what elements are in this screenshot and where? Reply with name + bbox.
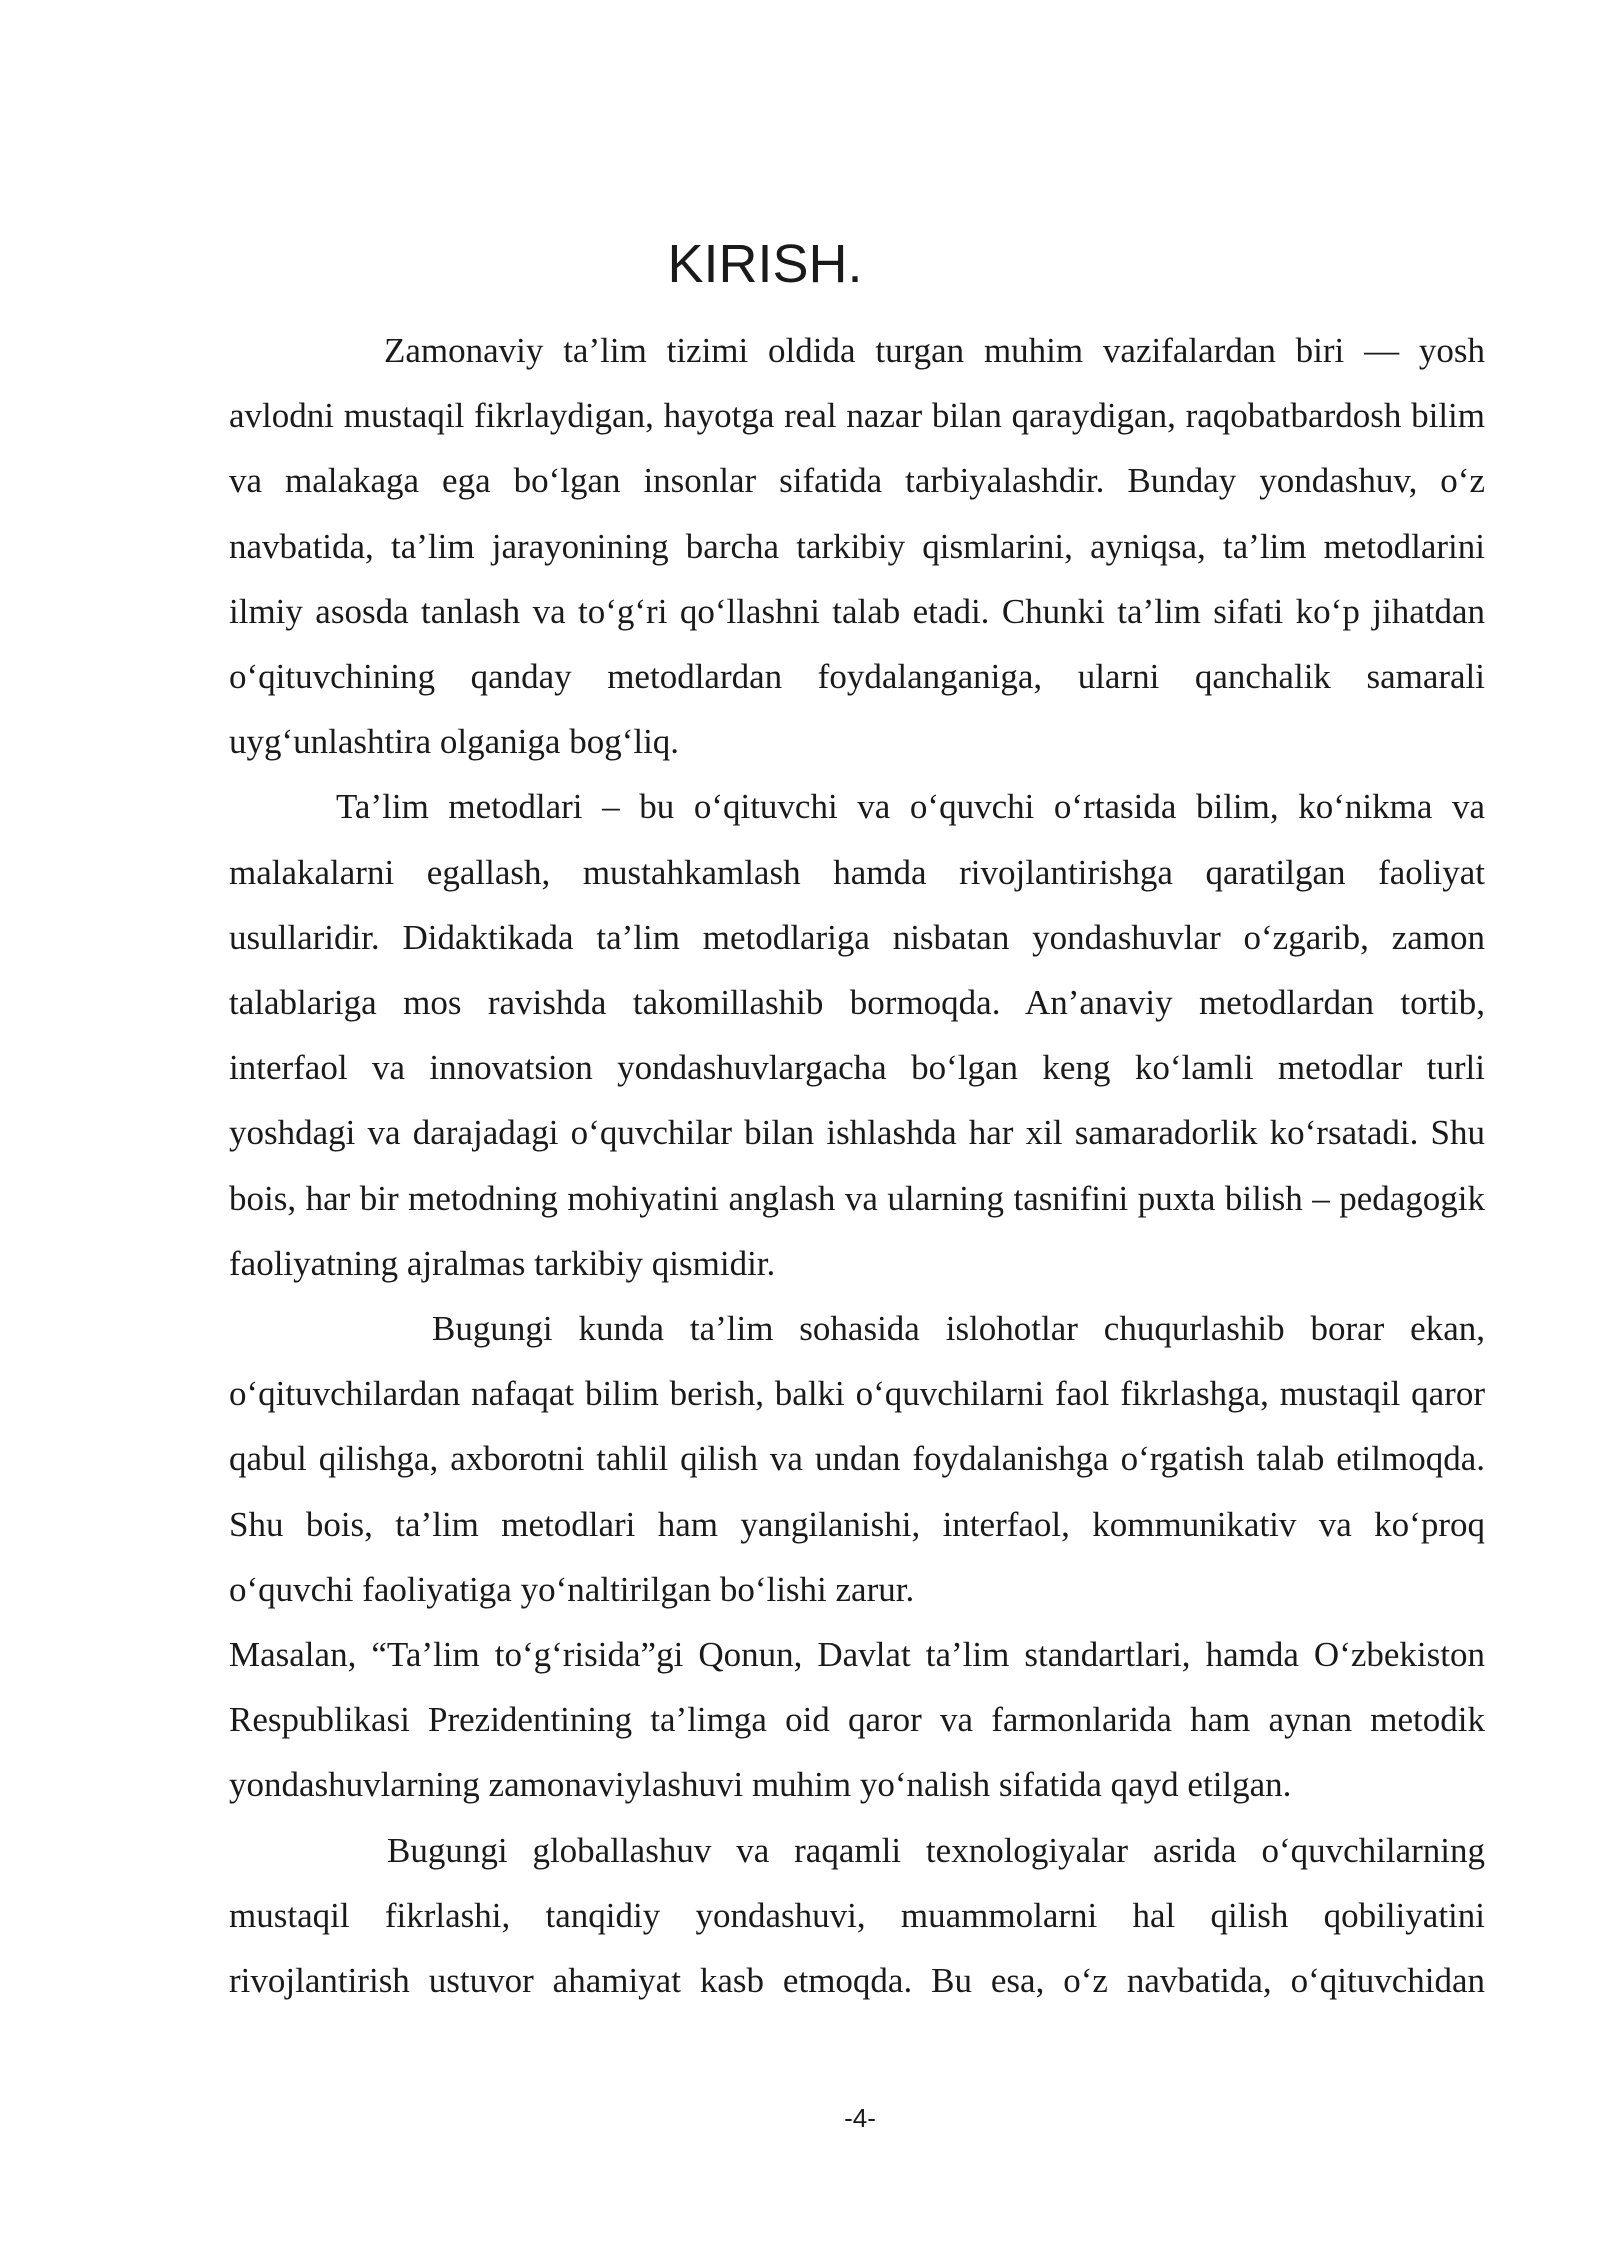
paragraph-5: Bugungi globallashuv va raqamli texnologiyalar asrida o‘quvchilarning mustaqil fikrlashi, tanqidiy yondashuvi, muammolarni hal qilish qobiliyatini rivojlantirish ustuvor ahamiyat kasb etmoqda. Bu esa, o‘z navbatida, o‘qituvchidan	[229, 1830, 1485, 2001]
paragraph-2: Ta’lim metodlari – bu o‘qituvchi va o‘quvchi o‘rtasida bilim, ko‘nikma va malakalarni egallash, mustahkamlash hamda rivojlantirishga qaratilgan faoliyat usullaridir. Didaktikada ta’lim metodlariga nisbatan yondashuvlar o‘zgarib, zamon talablariga mos ravishda takomillashib bormoqda. An’anaviy metodlardan tortib, interfaol va innovatsion yondashuvlargacha bo‘lgan keng ko‘lamli metodlar turli yoshdagi va darajadagi o‘quvchilar bilan ishlashda har xil samaradorlik ko‘rsatadi. Shu bois, har bir metodning mohiyatini anglash va ularning tasnifini puxta bilish – pedagogik faoliyatning ajralmas tarkibiy qismidir.	[229, 787, 1485, 1283]
page-number: -4-	[844, 2103, 876, 2133]
page-title: KIRISH.	[667, 234, 863, 294]
paragraph-4: Masalan, “Ta’lim to‘g‘risida”gi Qonun, Davlat ta’lim standartlari, hamda O‘zbekiston Respublikasi Prezidentining ta’limga oid qaror va farmonlarida ham aynan metodik yondashuvlarning zamonaviylashuvi muhim yo‘nalish sifatida qayd etilgan.	[229, 1635, 1485, 1805]
paragraph-3: Bugungi kunda ta’lim sohasida islohotlar chuqurlashib borar ekan, o‘qituvchilardan nafaqat bilim berish, balki o‘quvchilarni faol fikrlashga, mustaqil qaror qabul qilishga, axborotni tahlil qilish va undan foydalanishga o‘rgatish talab etilmoqda. Shu bois, ta’lim metodlari ham yangilanishi, interfaol, kommunikativ va ko‘proq o‘quvchi faoliyatiga yo‘naltirilgan bo‘lishi zarur.	[229, 1309, 1485, 1609]
document-body	[229, 318, 1485, 2013]
paragraph-1: Zamonaviy ta’lim tizimi oldida turgan muhim vazifalardan biri — yosh avlodni mustaqil fikrlaydigan, hayotga real nazar bilan qaraydigan, raqobatbardosh bilim va malakaga ega bo‘lgan insonlar sifatida tarbiyalashdir. Bunday yondashuv, o‘z navbatida, ta’lim jarayonining barcha tarkibiy qismlarini, ayniqsa, ta’lim metodlarini ilmiy asosda tanlash va to‘g‘ri qo‘llashni talab etadi. Chunki ta’lim sifati ko‘p jihatdan o‘qituvchining qanday metodlardan foydalanganiga, ularni qanchalik samarali uyg‘unlashtira olganiga bog‘liq.	[229, 331, 1485, 762]
